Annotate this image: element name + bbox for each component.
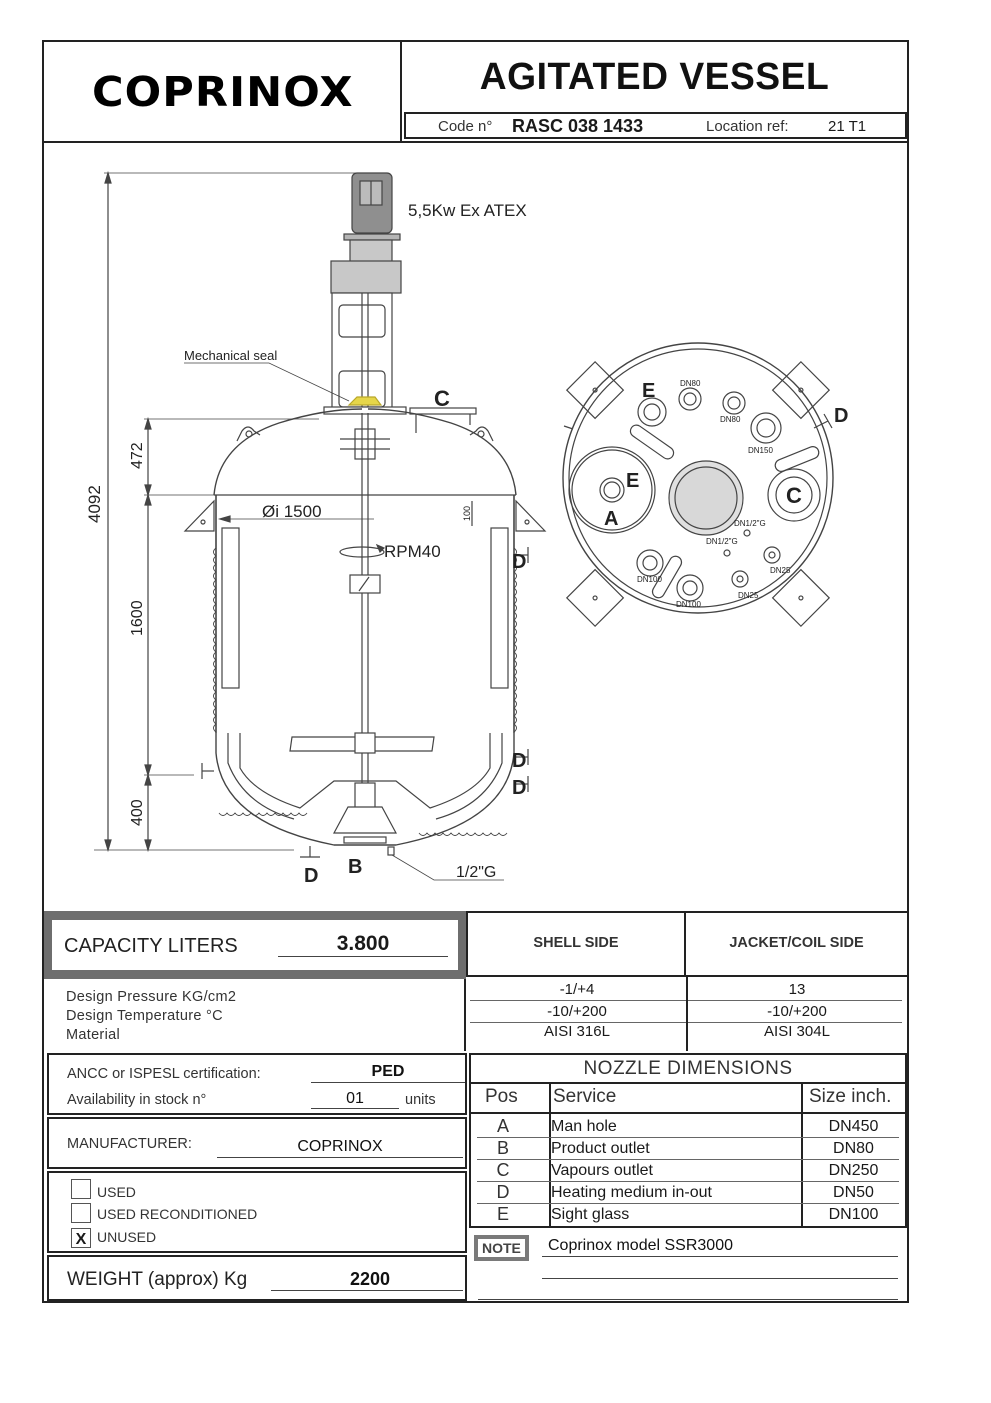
stock-unit: units bbox=[405, 1092, 436, 1108]
shell-pressure: -1/+4 bbox=[559, 981, 595, 998]
weight-label: WEIGHT (approx) Kg bbox=[67, 1269, 248, 1290]
certification-value: PED bbox=[371, 1063, 405, 1080]
col-pos: Pos bbox=[485, 1086, 518, 1107]
row-service: Vapours outlet bbox=[551, 1162, 653, 1179]
table-row bbox=[471, 1182, 905, 1204]
unused-label: UNUSED bbox=[97, 1229, 157, 1245]
jacket-side-header bbox=[686, 911, 907, 977]
nozzle-d-marker: D bbox=[512, 551, 527, 573]
dim-bottom: 400 bbox=[129, 799, 146, 826]
shell-side-header bbox=[466, 911, 686, 977]
row-pos: A bbox=[496, 1116, 509, 1136]
plan-dn25-label: DN25 bbox=[738, 591, 759, 600]
dim-overall: 4092 bbox=[85, 485, 104, 523]
row-pos: C bbox=[496, 1160, 510, 1180]
motor-label: 5,5Kw Ex ATEX bbox=[408, 201, 527, 220]
company-logo: COPRINOX bbox=[92, 68, 354, 116]
plan-dn80-label: DN80 bbox=[680, 379, 701, 388]
row-service: Product outlet bbox=[551, 1140, 650, 1157]
row-size: DN250 bbox=[828, 1162, 879, 1179]
stock-value: 01 bbox=[346, 1090, 364, 1107]
table-row bbox=[471, 1138, 905, 1160]
table-row bbox=[471, 1204, 905, 1226]
used-checkbox[interactable] bbox=[71, 1179, 91, 1199]
material-label: Material bbox=[66, 1027, 120, 1043]
capacity-value: 3.800 bbox=[336, 932, 390, 955]
row-pos: D bbox=[496, 1182, 510, 1202]
note-text: Coprinox model SSR3000 bbox=[548, 1237, 733, 1254]
table-row bbox=[471, 1160, 905, 1182]
row-pos: E bbox=[496, 1204, 509, 1224]
thread-label: 1/2"G bbox=[456, 864, 497, 881]
design-conditions bbox=[44, 979, 466, 1051]
plan-dn25-label: DN25 bbox=[770, 566, 791, 575]
used-reconditioned-checkbox[interactable] bbox=[71, 1203, 91, 1223]
used-reconditioned-label: USED RECONDITIONED bbox=[97, 1206, 258, 1222]
col-size: Size inch. bbox=[809, 1086, 892, 1107]
design-temperature-label: Design Temperature °C bbox=[66, 1008, 223, 1024]
nozzle-d-marker: D bbox=[512, 750, 527, 772]
dim-baffle: 100 bbox=[462, 505, 472, 521]
row-service: Sight glass bbox=[551, 1206, 630, 1223]
jacket-temperature: -10/+200 bbox=[767, 1003, 827, 1020]
plan-dn100-label: DN100 bbox=[637, 575, 662, 584]
unused-checkbox[interactable]: X bbox=[71, 1228, 91, 1248]
nozzle-table-title: NOZZLE DIMENSIONS bbox=[583, 1058, 793, 1079]
nozzle-c-marker: C bbox=[434, 386, 450, 411]
rpm-label: RPM40 bbox=[384, 542, 441, 561]
weight-box bbox=[47, 1255, 467, 1301]
jacket-material: AISI 304L bbox=[764, 1023, 830, 1040]
dim-shell: 1600 bbox=[129, 600, 146, 636]
code-value: RASC 038 1433 bbox=[512, 116, 644, 136]
title-cell bbox=[402, 42, 907, 143]
certification-label: ANCC or ISPESL certification: bbox=[67, 1066, 261, 1082]
weight-value: 2200 bbox=[349, 1269, 391, 1289]
dim-top-head: 472 bbox=[129, 442, 146, 469]
nozzle-d-marker: D bbox=[512, 777, 527, 799]
nozzle-table bbox=[469, 1053, 907, 1228]
row-pos: B bbox=[496, 1138, 509, 1158]
plan-dn150-label: DN150 bbox=[748, 446, 773, 455]
manufacturer-box bbox=[47, 1117, 467, 1169]
capacity-label: CAPACITY LITERS bbox=[64, 935, 238, 957]
used-label: USED bbox=[97, 1184, 136, 1200]
col-service: Service bbox=[553, 1086, 617, 1107]
stock-label: Availability in stock n° bbox=[67, 1092, 207, 1108]
diameter-label: Øi 1500 bbox=[262, 502, 322, 521]
page-title: AGITATED VESSEL bbox=[479, 56, 830, 98]
manufacturer-value: COPRINOX bbox=[297, 1138, 383, 1155]
jacket-pressure: 13 bbox=[788, 981, 806, 998]
capacity-box bbox=[44, 911, 466, 979]
code-label: Code n° bbox=[438, 118, 493, 135]
certification-box bbox=[47, 1053, 467, 1115]
plan-c-marker: C bbox=[786, 483, 802, 508]
shell-material: AISI 316L bbox=[544, 1023, 610, 1040]
note-tag bbox=[474, 1235, 529, 1261]
specs-section bbox=[44, 911, 907, 1301]
row-size: DN100 bbox=[828, 1206, 879, 1223]
datasheet bbox=[42, 40, 909, 1303]
code-bar bbox=[404, 112, 907, 139]
shell-temperature: -10/+200 bbox=[547, 1003, 607, 1020]
row-size: DN50 bbox=[833, 1184, 874, 1201]
row-size: DN80 bbox=[833, 1140, 874, 1157]
nozzle-b-marker: B bbox=[348, 856, 363, 878]
plan-d-marker: D bbox=[834, 405, 849, 427]
design-pressure-label: Design Pressure KG/cm2 bbox=[66, 989, 237, 1005]
row-size: DN450 bbox=[828, 1118, 879, 1135]
seal-label: Mechanical seal bbox=[184, 348, 278, 363]
logo-cell bbox=[44, 42, 402, 143]
note-tag-label: NOTE bbox=[478, 1239, 525, 1257]
technical-drawing bbox=[44, 143, 907, 911]
plan-a-marker: A bbox=[604, 508, 619, 530]
condition-box bbox=[47, 1171, 467, 1253]
plan-dn12g-label: DN1/2"G bbox=[706, 537, 738, 546]
plan-e-marker: E bbox=[626, 470, 640, 492]
plan-dn12g-label: DN1/2"G bbox=[734, 519, 766, 528]
jacket-side-label: JACKET/COIL SIDE bbox=[729, 935, 864, 951]
row-service: Man hole bbox=[551, 1118, 617, 1135]
manufacturer-label: MANUFACTURER: bbox=[67, 1136, 192, 1152]
row-service: Heating medium in-out bbox=[551, 1184, 712, 1201]
plan-dn80-label: DN80 bbox=[720, 415, 741, 424]
table-row bbox=[471, 1116, 905, 1138]
nozzle-d-marker: D bbox=[304, 865, 319, 887]
plan-dn100-label: DN100 bbox=[676, 600, 701, 609]
location-value: 21 T1 bbox=[828, 118, 867, 135]
shell-side-label: SHELL SIDE bbox=[533, 935, 619, 951]
plan-e-marker: E bbox=[642, 380, 656, 402]
location-label: Location ref: bbox=[706, 118, 789, 135]
